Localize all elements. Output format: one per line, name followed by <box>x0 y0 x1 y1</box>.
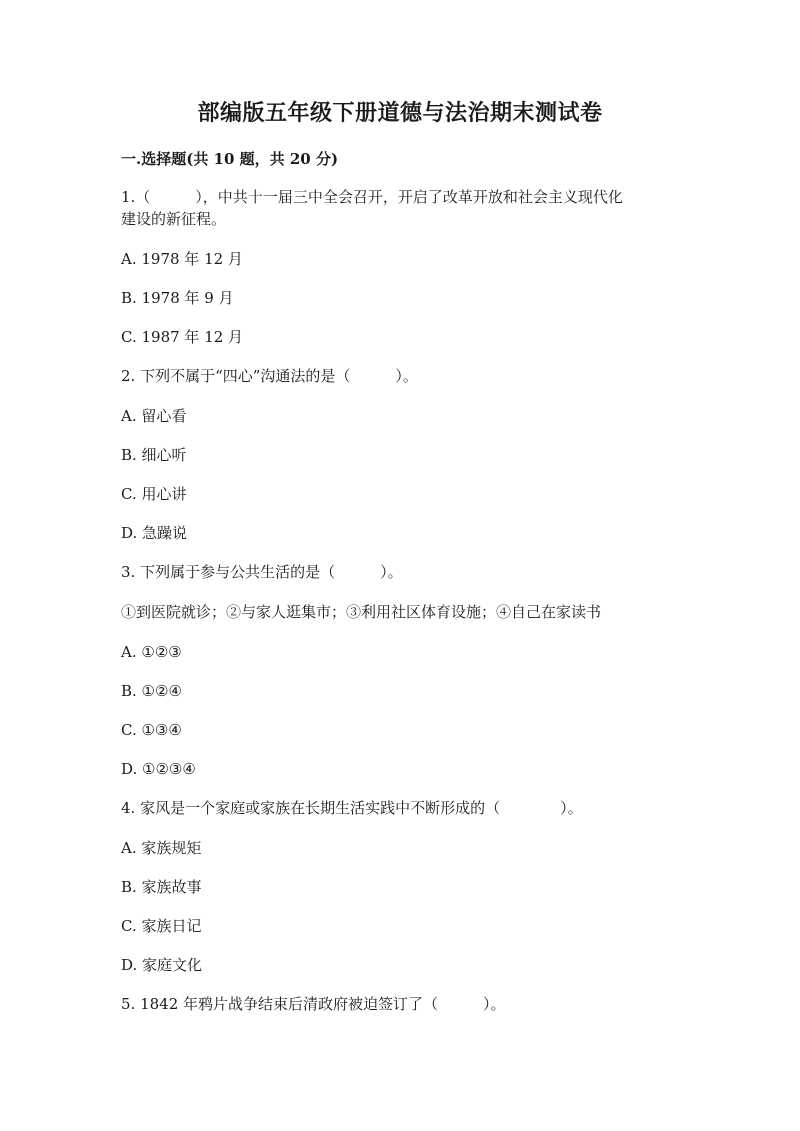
question-3 <box>121 561 681 780</box>
question-5-stem: 5. 1842 年鸦片战争结束后清政府被迫签订了（ ）。 <box>121 995 506 1013</box>
question-4 <box>121 797 681 976</box>
question-2-option-c: C. 用心讲 <box>121 485 187 503</box>
question-2 <box>121 365 681 544</box>
question-2-option-a: A. 留心看 <box>121 407 187 425</box>
question-3-stem: 3. 下列属于参与公共生活的是（ ）。 <box>121 563 403 581</box>
section-heading: 一.选择题(共 10 题，共 20 分) <box>121 150 339 168</box>
question-4-option-d: D. 家庭文化 <box>121 956 203 974</box>
question-3-option-a: A. ①②③ <box>121 643 182 661</box>
question-1-option-c: C. 1987 年 12 月 <box>121 328 244 346</box>
question-1 <box>121 186 681 348</box>
question-2-option-b: B. 细心听 <box>121 446 187 464</box>
question-3-option-c: C. ①③④ <box>121 721 182 739</box>
question-2-option-d: D. 急躁说 <box>121 524 188 542</box>
question-3-detail: ①到医院就诊；②与家人逛集市；③利用社区体育设施；④自己在家读书 <box>121 603 602 621</box>
page-title: 部编版五年级下册道德与法治期末测试卷 <box>197 100 603 126</box>
question-4-option-b: B. 家族故事 <box>121 878 202 896</box>
question-1-stem-line-2: 建设的新征程。 <box>121 210 227 228</box>
question-1-option-b: B. 1978 年 9 月 <box>121 289 234 307</box>
question-4-option-a: A. 家族规矩 <box>121 839 202 857</box>
question-4-stem: 4. 家风是一个家庭或家族在长期生活实践中不断形成的（ ）。 <box>121 799 583 817</box>
question-4-option-c: C. 家族日记 <box>121 917 202 935</box>
question-list <box>121 186 681 1015</box>
question-2-stem: 2. 下列不属于“四心”沟通法的是（ ）。 <box>121 367 418 385</box>
question-5 <box>121 993 681 1015</box>
question-3-option-b: B. ①②④ <box>121 682 182 700</box>
question-1-option-a: A. 1978 年 12 月 <box>121 250 243 268</box>
question-1-stem-line-1: 1.（ ），中共十一届三中全会召开，开启了改革开放和社会主义现代化 <box>121 188 623 206</box>
question-3-option-d: D. ①②③④ <box>121 760 196 778</box>
